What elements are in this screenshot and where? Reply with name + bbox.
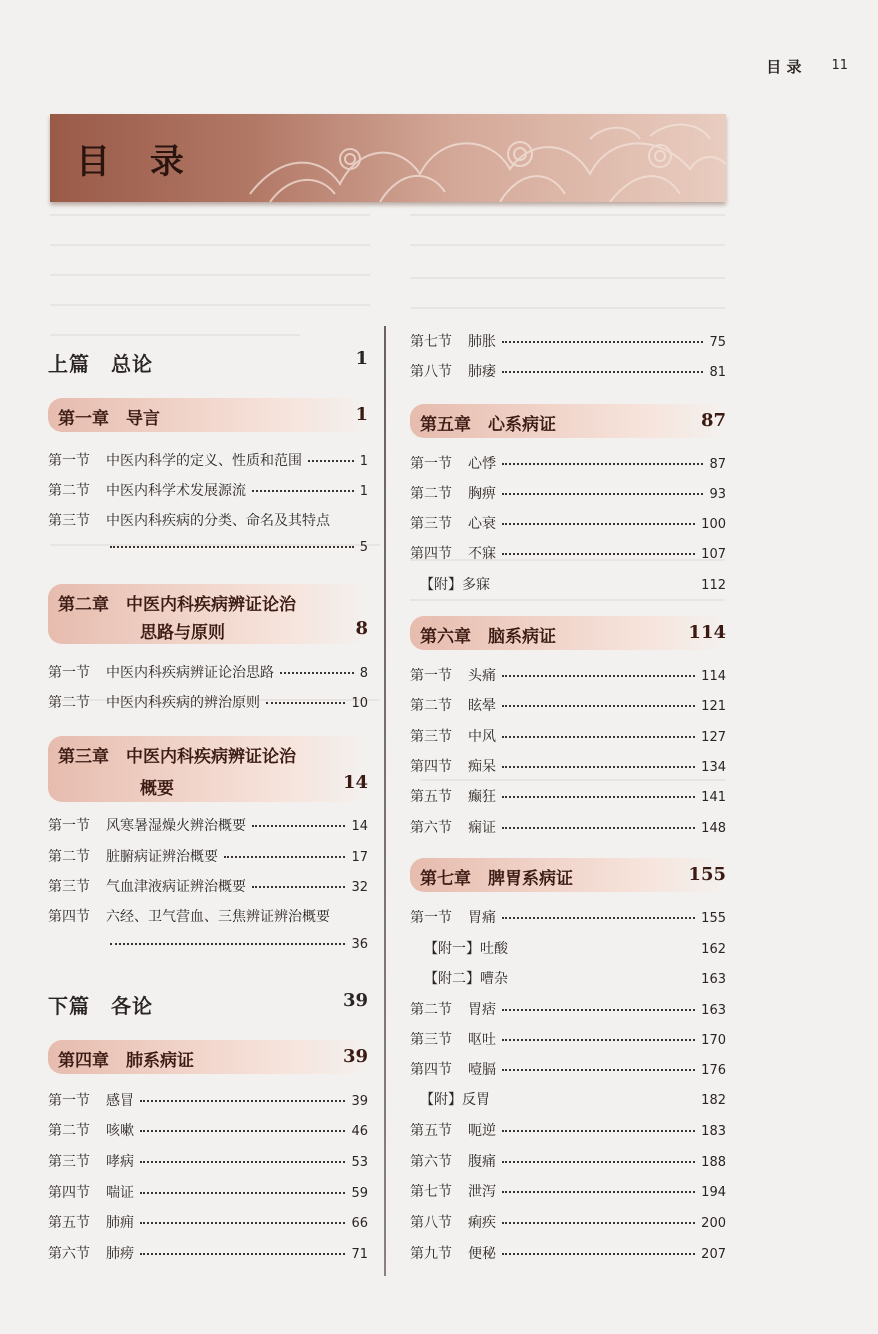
section-title: 泄泻 <box>468 1184 496 1200</box>
chapter-heading-4[interactable] <box>48 1040 368 1074</box>
section-page: 162 <box>701 942 726 957</box>
section-number: 第一节 <box>48 665 90 681</box>
section-number: 第三节 <box>410 1032 452 1048</box>
leader-dots <box>502 341 703 343</box>
chapter-label-line2: 思路与原则 <box>140 623 225 643</box>
section-number: 第一节 <box>48 1093 90 1109</box>
chapter-label: 第三章 中医内科疾病辨证论治 <box>58 747 296 767</box>
part-heading-general[interactable] <box>48 348 368 377</box>
section-number: 第二节 <box>48 483 90 499</box>
section-number: 第二节 <box>48 849 90 865</box>
section-page: 46 <box>351 1124 368 1139</box>
leader-dots <box>502 917 695 919</box>
leader-dots <box>224 856 345 858</box>
leader-dots <box>308 460 354 462</box>
toc-entry[interactable] <box>410 1151 726 1171</box>
leader-dots <box>502 796 695 798</box>
section-number: 第二节 <box>410 1002 452 1018</box>
toc-entry[interactable] <box>48 1090 368 1110</box>
toc-entry-appendix[interactable] <box>424 938 726 958</box>
section-number: 第一节 <box>410 910 452 926</box>
contents-title: 目 录 <box>76 142 198 182</box>
chapter-page: 155 <box>688 864 726 885</box>
section-title: 肺胀 <box>468 334 496 350</box>
leader-dots <box>502 1039 695 1041</box>
section-page: 36 <box>351 937 368 952</box>
section-title: 中医内科学的定义、性质和范围 <box>106 453 302 469</box>
toc-entry[interactable] <box>48 1120 368 1140</box>
part-title: 下篇 各论 <box>48 994 153 1018</box>
toc-entry[interactable] <box>48 815 368 835</box>
leader-dots <box>140 1222 345 1224</box>
section-number: 第二节 <box>48 695 90 711</box>
section-page: 155 <box>701 911 726 926</box>
toc-entry-appendix[interactable] <box>424 968 726 988</box>
leader-dots <box>140 1161 345 1163</box>
leader-dots <box>140 1192 345 1194</box>
toc-entry[interactable] <box>48 510 368 530</box>
section-title: 中风 <box>468 729 496 745</box>
section-page: 114 <box>701 669 726 684</box>
chapter-label: 第六章 脑系病证 <box>420 627 556 647</box>
toc-entry[interactable] <box>48 480 368 500</box>
toc-entry[interactable] <box>410 1181 726 1201</box>
section-title: 肺痿 <box>468 364 496 380</box>
section-title: 痴呆 <box>468 759 496 775</box>
section-title: 中医内科疾病的分类、命名及其特点 <box>106 513 330 529</box>
leader-dots <box>502 493 703 495</box>
section-number: 第七节 <box>410 334 452 350</box>
section-page: 207 <box>701 1247 726 1262</box>
section-title: 心悸 <box>468 456 496 472</box>
chapter-label: 第五章 心系病证 <box>420 415 556 435</box>
section-page: 53 <box>351 1155 368 1170</box>
toc-entry[interactable] <box>48 662 368 682</box>
section-title: 中医内科疾病的辨治原则 <box>106 695 260 711</box>
toc-entry[interactable] <box>48 1243 368 1263</box>
leader-dots <box>252 886 345 888</box>
section-title: 多寐 <box>462 577 490 593</box>
section-title: 肺痈 <box>106 1215 134 1231</box>
part-page: 1 <box>355 348 368 369</box>
toc-entry-appendix[interactable] <box>420 574 726 594</box>
section-number: 第二节 <box>410 486 452 502</box>
toc-entry[interactable] <box>48 1151 368 1171</box>
section-title: 呃逆 <box>468 1123 496 1139</box>
section-title: 眩晕 <box>468 698 496 714</box>
section-page: 1 <box>359 454 368 469</box>
chapter-label: 第二章 中医内科疾病辨证论治 <box>58 595 296 615</box>
section-number: 第八节 <box>410 364 452 380</box>
section-number: 第二节 <box>410 698 452 714</box>
leader-dots <box>502 675 695 677</box>
leader-dots <box>502 1191 695 1193</box>
section-title: 噎膈 <box>468 1062 496 1078</box>
section-title: 头痛 <box>468 668 496 684</box>
chapter-heading-1[interactable] <box>48 398 368 432</box>
section-number: 第一节 <box>410 456 452 472</box>
chapter-label: 第七章 脾胃系病证 <box>420 869 573 889</box>
section-page: 87 <box>709 457 726 472</box>
section-number: 第三节 <box>48 513 90 529</box>
section-title: 中医内科学术发展源流 <box>106 483 246 499</box>
section-page: 112 <box>701 578 726 593</box>
toc-entry[interactable] <box>410 513 726 533</box>
section-title: 心衰 <box>468 516 496 532</box>
chapter-label: 第一章 导言 <box>58 409 160 429</box>
toc-entry[interactable] <box>410 361 726 381</box>
chapter-page: 14 <box>342 772 368 793</box>
section-title: 胃痞 <box>468 1002 496 1018</box>
section-page: 93 <box>709 487 726 502</box>
part-heading-specific[interactable] <box>48 990 368 1019</box>
section-number: 第三节 <box>410 729 452 745</box>
chapter-page: 39 <box>342 1046 368 1067</box>
toc-entry[interactable] <box>410 726 726 746</box>
section-page: 134 <box>701 760 726 775</box>
appendix-marker: 【附二】 <box>424 971 480 987</box>
toc-entry[interactable] <box>48 846 368 866</box>
section-page: 182 <box>701 1093 726 1108</box>
section-number: 第四节 <box>410 1062 452 1078</box>
leader-dots <box>502 1009 695 1011</box>
chapter-heading-6[interactable] <box>410 616 726 650</box>
chapter-heading-5[interactable] <box>410 404 726 438</box>
toc-entry[interactable] <box>410 817 726 837</box>
section-page: 141 <box>701 790 726 805</box>
page-number: 11 <box>831 58 848 73</box>
section-title: 咳嗽 <box>106 1123 134 1139</box>
contents-banner <box>50 114 726 202</box>
section-page: 75 <box>709 335 726 350</box>
section-number: 第三节 <box>48 879 90 895</box>
section-page: 71 <box>351 1247 368 1262</box>
section-title: 中医内科疾病辨证论治思路 <box>106 665 274 681</box>
section-page: 121 <box>701 699 726 714</box>
leader-dots <box>280 672 354 674</box>
part-title: 上篇 总论 <box>48 352 153 376</box>
running-head-title: 目 录 <box>766 58 802 76</box>
section-title: 腹痛 <box>468 1154 496 1170</box>
leader-dots <box>502 1069 695 1071</box>
section-page: 194 <box>701 1185 726 1200</box>
section-title: 气血津液病证辨治概要 <box>106 879 246 895</box>
toc-entry[interactable] <box>410 1243 726 1263</box>
leader-dots <box>502 463 703 465</box>
section-page: 14 <box>351 819 368 834</box>
toc-entry-continuation[interactable] <box>110 540 368 560</box>
leader-dots <box>502 371 703 373</box>
section-page: 17 <box>351 850 368 865</box>
section-page: 183 <box>701 1124 726 1139</box>
toc-entry[interactable] <box>410 483 726 503</box>
leader-dots <box>110 943 345 945</box>
leader-dots <box>140 1253 345 1255</box>
leader-dots <box>266 702 345 704</box>
section-number: 第四节 <box>410 546 452 562</box>
section-number: 第五节 <box>410 1123 452 1139</box>
section-title: 喘证 <box>106 1185 134 1201</box>
appendix-marker: 【附】 <box>420 1092 462 1108</box>
chapter-heading-3[interactable] <box>48 736 368 802</box>
section-title: 六经、卫气营血、三焦辨证辨治概要 <box>106 909 330 925</box>
section-number: 第一节 <box>48 453 90 469</box>
section-page: 163 <box>701 1003 726 1018</box>
section-title: 便秘 <box>468 1246 496 1262</box>
part-page: 39 <box>342 990 368 1011</box>
toc-entry[interactable] <box>48 692 368 712</box>
section-page: 188 <box>701 1155 726 1170</box>
leader-dots <box>502 766 695 768</box>
section-title: 胸痹 <box>468 486 496 502</box>
toc-entry[interactable] <box>48 450 368 470</box>
section-page: 59 <box>351 1186 368 1201</box>
appendix-marker: 【附一】 <box>424 941 480 957</box>
chapter-heading-2[interactable] <box>48 584 368 644</box>
section-number: 第五节 <box>410 789 452 805</box>
toc-entry[interactable] <box>410 1212 726 1232</box>
section-title: 肺痨 <box>106 1246 134 1262</box>
leader-dots <box>140 1100 345 1102</box>
chapter-page: 1 <box>355 404 368 425</box>
section-number: 第六节 <box>48 1246 90 1262</box>
section-number: 第八节 <box>410 1215 452 1231</box>
section-number: 第九节 <box>410 1246 452 1262</box>
section-title: 反胃 <box>462 1092 490 1108</box>
section-page: 5 <box>359 540 368 555</box>
section-title: 胃痛 <box>468 910 496 926</box>
section-title: 呕吐 <box>468 1032 496 1048</box>
section-page: 32 <box>351 880 368 895</box>
section-page: 163 <box>701 972 726 987</box>
toc-entry[interactable] <box>410 999 726 1019</box>
toc-entry-continuation[interactable] <box>110 937 368 957</box>
section-page: 107 <box>701 547 726 562</box>
section-title: 嘈杂 <box>480 971 508 987</box>
toc-entry[interactable] <box>410 665 726 685</box>
section-page: 81 <box>709 365 726 380</box>
column-divider <box>384 326 386 1276</box>
leader-dots <box>502 1130 695 1132</box>
toc-entry[interactable] <box>410 543 726 563</box>
section-page: 8 <box>359 666 368 681</box>
toc-entry[interactable] <box>410 786 726 806</box>
leader-dots <box>502 1222 695 1224</box>
section-number: 第六节 <box>410 1154 452 1170</box>
toc-entry[interactable] <box>48 876 368 896</box>
leader-dots <box>502 736 695 738</box>
toc-entry-appendix[interactable] <box>420 1089 726 1109</box>
section-number: 第四节 <box>410 759 452 775</box>
leader-dots <box>502 1253 695 1255</box>
appendix-marker: 【附】 <box>420 577 462 593</box>
section-page: 200 <box>701 1216 726 1231</box>
section-page: 66 <box>351 1216 368 1231</box>
leader-dots <box>502 523 695 525</box>
section-number: 第三节 <box>410 516 452 532</box>
chapter-page: 87 <box>700 410 726 431</box>
section-page: 39 <box>351 1094 368 1109</box>
section-page: 148 <box>701 821 726 836</box>
toc-entry[interactable] <box>410 907 726 927</box>
toc-entry[interactable] <box>410 453 726 473</box>
section-page: 1 <box>359 484 368 499</box>
section-page: 10 <box>351 696 368 711</box>
toc-entry[interactable] <box>48 1212 368 1232</box>
chapter-heading-7[interactable] <box>410 858 726 892</box>
section-page: 100 <box>701 517 726 532</box>
leader-dots <box>502 553 695 555</box>
running-head <box>766 56 848 77</box>
section-title: 癫狂 <box>468 789 496 805</box>
section-title: 脏腑病证辨治概要 <box>106 849 218 865</box>
chapter-page: 114 <box>688 622 726 643</box>
section-title: 痢疾 <box>468 1215 496 1231</box>
section-number: 第一节 <box>48 818 90 834</box>
section-number: 第三节 <box>48 1154 90 1170</box>
leader-dots <box>140 1130 345 1132</box>
toc-entry[interactable] <box>410 331 726 351</box>
toc-entry[interactable] <box>48 906 368 926</box>
section-title: 不寐 <box>468 546 496 562</box>
section-title: 哮病 <box>106 1154 134 1170</box>
section-number: 第五节 <box>48 1215 90 1231</box>
section-number: 第四节 <box>48 909 90 925</box>
leader-dots <box>252 490 354 492</box>
leader-dots <box>502 705 695 707</box>
section-title: 痫证 <box>468 820 496 836</box>
toc-entry[interactable] <box>48 1182 368 1202</box>
toc-entry[interactable] <box>410 1059 726 1079</box>
leader-dots <box>502 1161 695 1163</box>
section-number: 第二节 <box>48 1123 90 1139</box>
section-number: 第七节 <box>410 1184 452 1200</box>
section-title: 感冒 <box>106 1093 134 1109</box>
leader-dots <box>110 546 354 548</box>
chapter-page: 8 <box>355 618 368 639</box>
toc-entry[interactable] <box>410 1120 726 1140</box>
section-number: 第一节 <box>410 668 452 684</box>
section-title: 吐酸 <box>480 941 508 957</box>
chapter-label: 第四章 肺系病证 <box>58 1051 194 1071</box>
leader-dots <box>252 825 345 827</box>
section-number: 第六节 <box>410 820 452 836</box>
section-page: 127 <box>701 730 726 745</box>
toc-entry[interactable] <box>410 695 726 715</box>
toc-entry[interactable] <box>410 1029 726 1049</box>
leader-dots <box>502 827 695 829</box>
section-page: 170 <box>701 1033 726 1048</box>
section-page: 176 <box>701 1063 726 1078</box>
toc-entry[interactable] <box>410 756 726 776</box>
section-title: 风寒暑湿燥火辨治概要 <box>106 818 246 834</box>
section-number: 第四节 <box>48 1185 90 1201</box>
chapter-label-line2: 概要 <box>140 779 174 799</box>
